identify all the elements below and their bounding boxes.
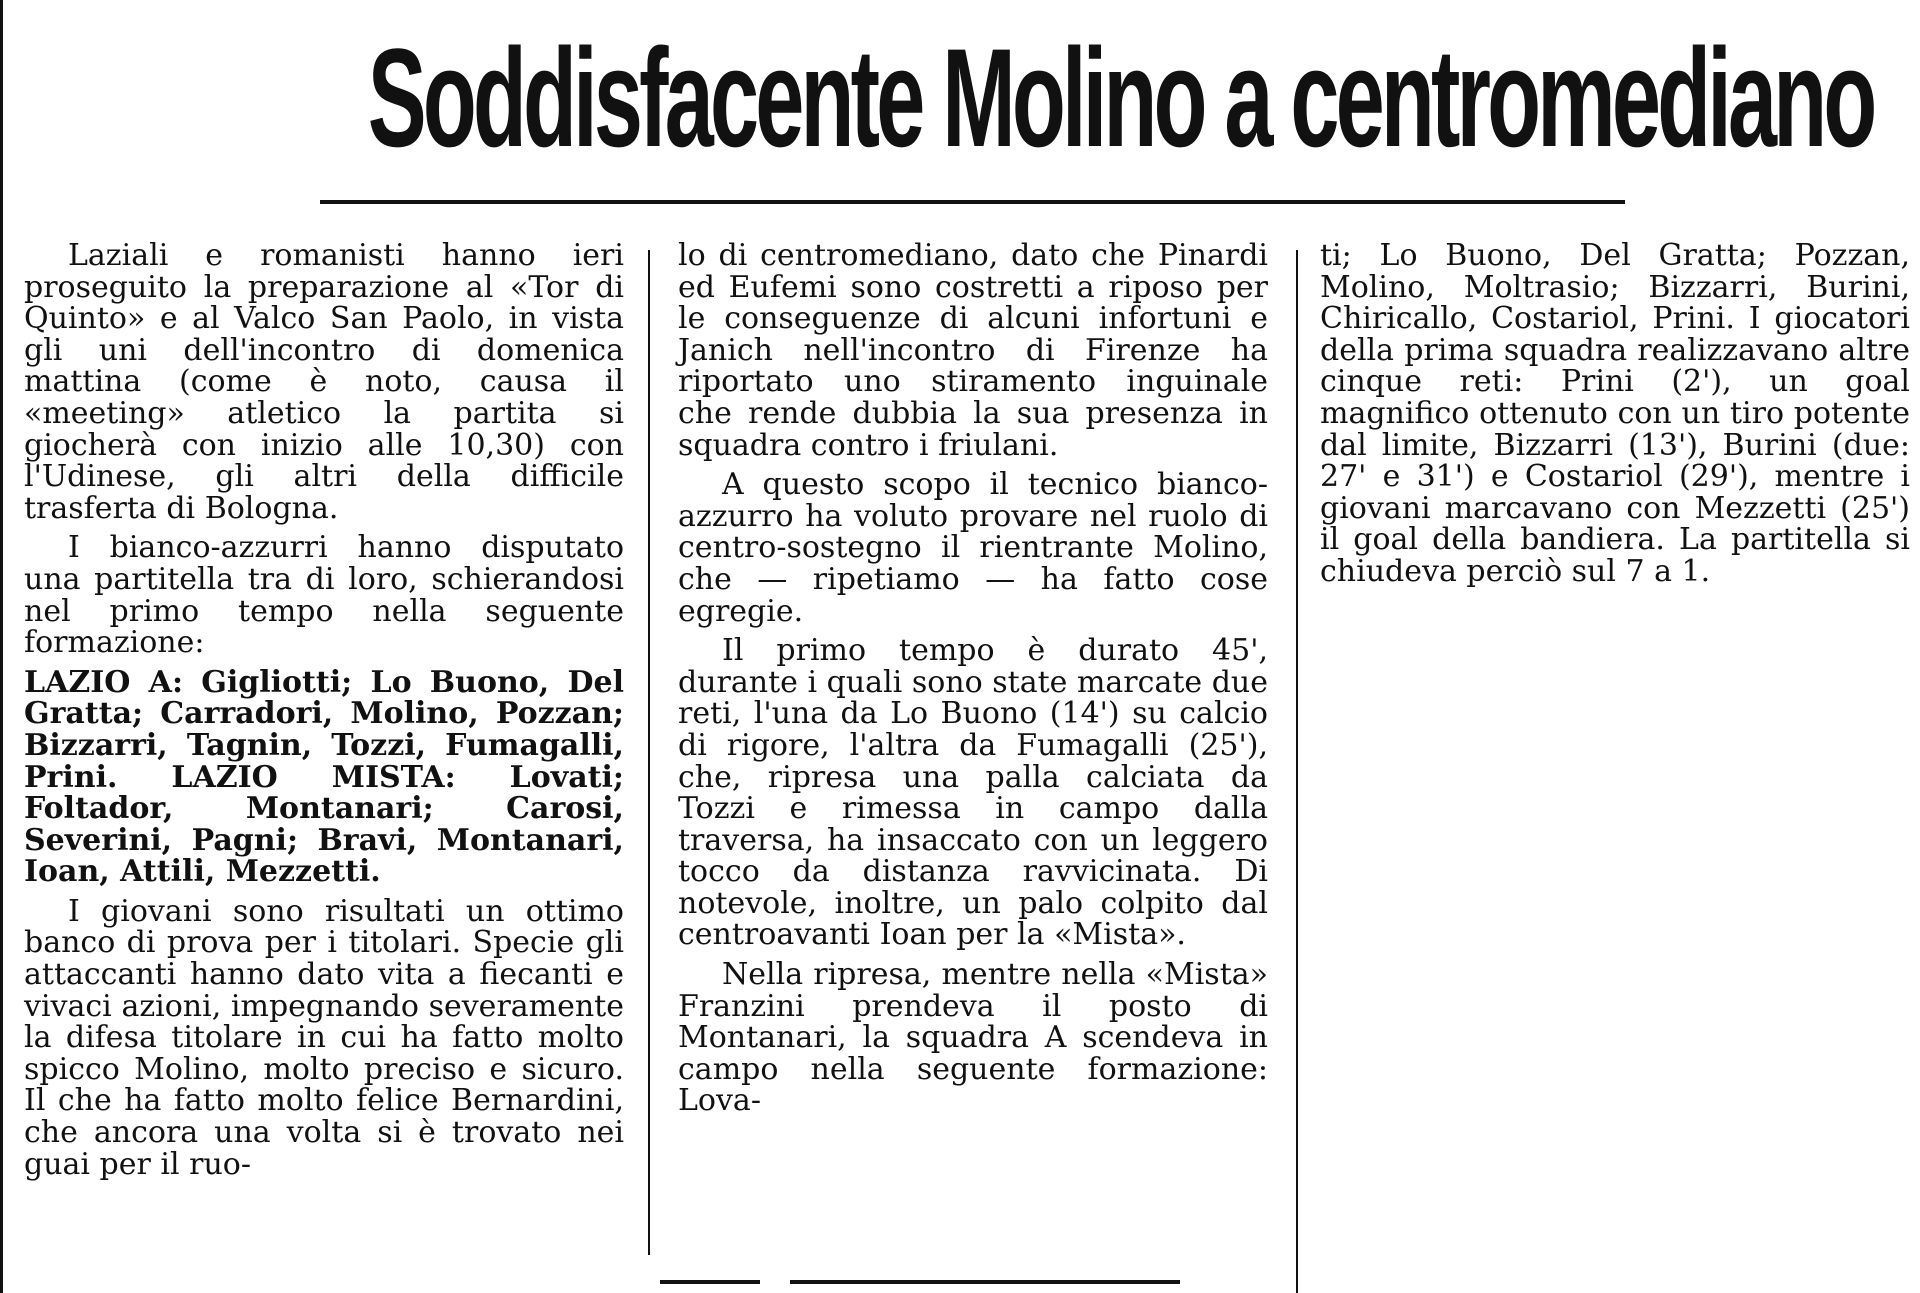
paragraph-seconda-formazione: ti; Lo Buono, Del Gratta; Pozzan, Molino, Moltrasio; Bizzarri, Burini, Chiricallo, Costariol, Prini. I giocatori della prima squadra realizzavano altre cinque reti: Prini (2'), un goal magnifico ottenuto con un tiro potente dal limite, Bizzarri (13'), Burini (due: 27' e 31') e Costariol (29'), mentre i giovani marcavano con Mezzetti (25') il goal della bandiera. La partitella si chiudeva perciò sul 7 a 1. — [1320, 238, 1910, 589]
paragraph-lineups: LAZIO A: Gigliotti; Lo Buono, Del Gratta; Carradori, Molino, Pozzan; Bizzarri, Tagnin, Tozzi, Fumagalli, Prini. LAZIO MISTA: Lovati; Foltador, Montanari; Carosi, Severini, Pagni; Bravi, Montanari, Ioan, Attili, Mezzetti. — [24, 664, 624, 890]
article-column-1 — [24, 240, 624, 1188]
paragraph-centromediano: lo di centromediano, dato che Pinardi ed Eufemi sono costretti a riposo per le conseguenze di alcuni infortuni e Janich nell'incontro di Firenze ha riportato uno stiramento inguinale che rende dubbia la sua presenza in squadra contro i friulani. — [678, 238, 1268, 463]
headline-underline-rule — [320, 200, 1625, 204]
paragraph-primo-tempo: Il primo tempo è durato 45', durante i quali sono state marcate due reti, l'una da Lo Buono (14') su calcio di rigore, l'altra da Fumagalli (25'), che, ripresa una palla calciata da Tozzi e rimessa in campo dalla traversa, ha insaccato con un leggero tocco da distanza ravvicinata. Di notevole, inoltre, un palo colpito dal centroavanti Ioan per la «Mista». — [678, 633, 1268, 953]
left-border-rule — [0, 0, 3, 1293]
paragraph-giovani: I giovani sono risultati un ottimo banco di prova per i titolari. Specie gli attaccanti hanno dato vita a fiecanti e vivaci azioni, impegnando severamente la difesa titolare in cui ha fatto molto spicco Molino, molto preciso e sicuro. Il che ha fatto molto felice Bernardini, che ancora una volta si è trovato nei guai per il ruo- — [24, 893, 624, 1182]
headline: Soddisfacente Molino a centromediano — [367, 19, 1874, 176]
paragraph-partitella: I bianco-azzurri hanno disputato una partitella tra di loro, schierandosi nel primo tempo nella seguente formazione: — [24, 530, 624, 661]
paragraph-intro: Laziali e romanisti hanno ieri proseguito la preparazione al «Tor di Quinto» e al Valco San Paolo, in vista gli uni dell'incontro di domenica mattina (come è noto, causa il «meeting» atletico la partita si giocherà con inizio alle 10,30) con l'Udinese, gli altri della difficile trasferta di Bologna. — [24, 238, 624, 526]
column-divider-1 — [648, 250, 650, 1255]
article-column-3 — [1320, 240, 1910, 596]
paragraph-ripresa: Nella ripresa, mentre nella «Mista» Franzini prendeva il posto di Montanari, la squadra A scendeva in campo nella seguente formazione: Lova- — [678, 957, 1268, 1119]
column-divider-2 — [1296, 250, 1298, 1293]
footer-rule-short — [660, 1280, 760, 1284]
paragraph-tecnico: A questo scopo il tecnico bianco-azzurro ha voluto provare nel ruolo di centro-sostegno il rientrante Molino, che — ripetiamo — ha fatto cose egregie. — [678, 467, 1268, 629]
footer-rule — [790, 1280, 1180, 1284]
article-column-2 — [678, 240, 1268, 1125]
